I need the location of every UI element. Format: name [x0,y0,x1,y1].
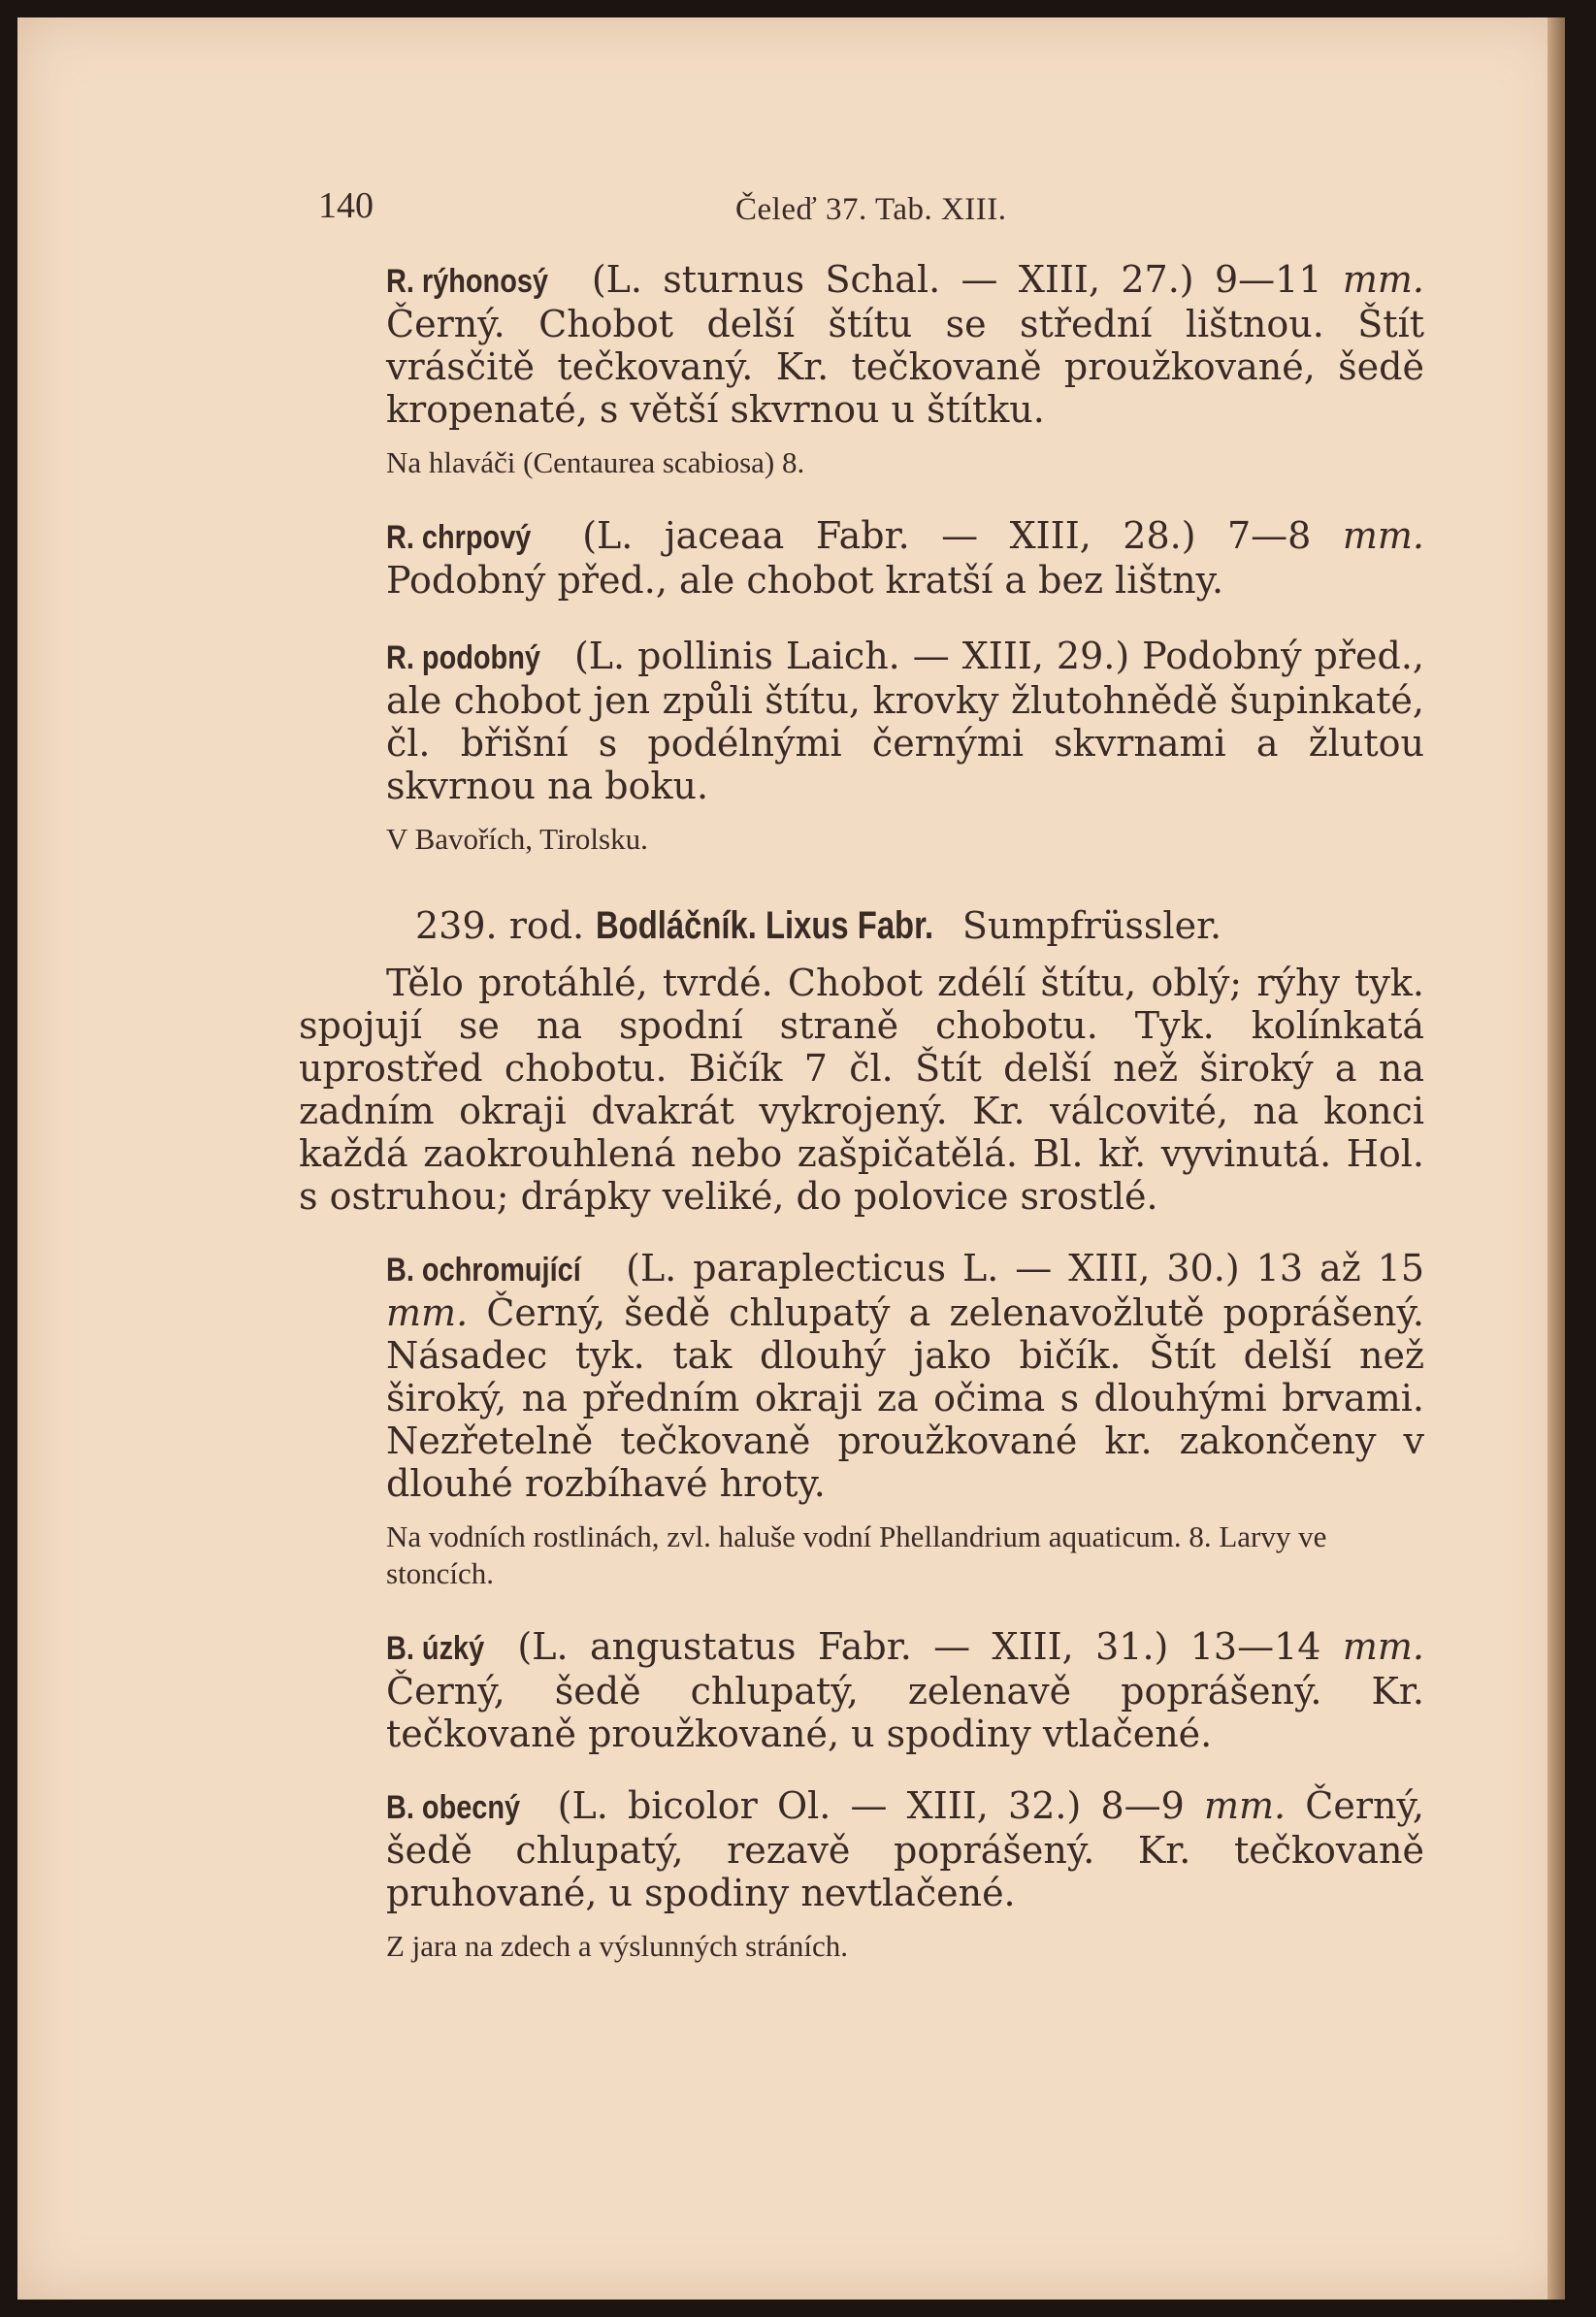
genus-latin-name: Lixus Fabr. [765,904,933,947]
species-entry-chrpovy [299,514,1424,602]
species-reference: (L. jaceaa Fabr. — XIII, 28.) 7—8 [550,514,1343,557]
genus-czech-name: Bodláčník. [596,904,758,947]
species-entry-uzky [299,1625,1424,1755]
page-number: 140 [318,185,374,226]
species-description: Černý. Chobot delší štítu se střední lištnou. Štít vrásčitě tečkovaný. Kr. tečkovaně proužkované, šedě kropenaté, s větší skvrnou u štítku. [386,303,1424,431]
species-reference: (L. sturnus Schal. — XIII, 27.) 9—11 [570,258,1343,301]
species-name: B. ochromující [386,1252,581,1289]
page-header [299,173,1424,241]
genus-number: 239. rod. [415,904,585,947]
species-description: Podobný před., ale chobot kratší a bez lištny. [386,559,1224,602]
species-entry-ryhonosy [299,258,1424,431]
book-page [17,17,1565,2300]
page-content [299,173,1424,1965]
species-entry-obecny [299,1784,1424,1914]
species-entry-ochromujici [299,1247,1424,1505]
unit: mm. [1342,1625,1424,1668]
unit: mm. [1342,514,1424,557]
species-name: R. podobný [386,639,540,676]
genus-german-name: Sumpfrüssler. [961,904,1222,947]
species-description: Černý, šedě chlupatý a zelenavožlutě poprášený. Násadec tyk. tak dlouhý jako bičík. Štít delší než široký, na předním okraji za očima s dlouhými brvami. Nezřetelně tečkovaně proužkované kr. zakončeny v dlouhé rozbíhavé hroty. [386,1291,1424,1505]
species-name: R. rýhonosý [386,263,549,300]
habitat-note: Na vodních rostlinách, zvl. haluše vodní Phellandrium aquaticum. 8. Larvy ve stoncích. [386,1519,1327,1590]
species-name: B. obecný [386,1789,521,1826]
habitat-note: V Bavořích, Tirolsku. [386,822,648,856]
habitat-note: Na hlaváči (Centaurea scabiosa) 8. [386,445,805,479]
habitat-note: Z jara na zdech a výslunných stráních. [386,1929,849,1963]
species-reference: (L. bicolor Ol. — XIII, 32.) 8—9 [537,1784,1204,1827]
page-edge [1547,17,1565,2300]
species-entry-podobny [299,635,1424,807]
species-name: R. chrpový [386,519,532,556]
species-reference: (L. angustatus Fabr. — XIII, 31.) 13—14 [496,1625,1343,1668]
unit: mm. [1203,1784,1287,1827]
species-description: Černý, šedě chlupatý, zelenavě poprášený. Kr. tečkovaně proužkované, u spodiny vtlačené. [386,1670,1424,1755]
genus-heading [415,904,1424,948]
species-description: (L. pollinis Laich. — XIII, 29.) Podobný před., ale chobot jen způli štítu, krovky žlutohnědě šupinkaté, čl. břišní s podélnými černými skvrnami a žlutou skvrnou na boku. [386,635,1424,807]
genus-description: Tělo protáhlé, tvrdé. Chobot zdélí štítu, oblý; rýhy tyk. spojují se na spodní straně chobotu. Tyk. kolínkatá uprostřed chobotu. Bičík 7 čl. Štít delší než široký a na zadním okraji dvakrát vykrojený. Kr. válcovité, na konci každá zaokrouhlená nebo zašpičatělá. Bl. kř. vyvinutá. Hol. s ostruhou; drápky veliké, do polovice srostlé. [299,962,1424,1218]
unit: mm. [386,1291,469,1334]
unit: mm. [1342,258,1424,301]
species-description: Černý, šedě chlupatý, rezavě poprášený. Kr. tečkovaně pruhované, u spodiny nevtlačené. [386,1784,1424,1914]
running-head: Čeleď 37. Tab. XIII. [735,192,1007,227]
species-name: B. úzký [386,1630,485,1667]
species-reference: (L. paraplecticus L. — XIII, 30.) 13 až 15 [609,1247,1424,1289]
